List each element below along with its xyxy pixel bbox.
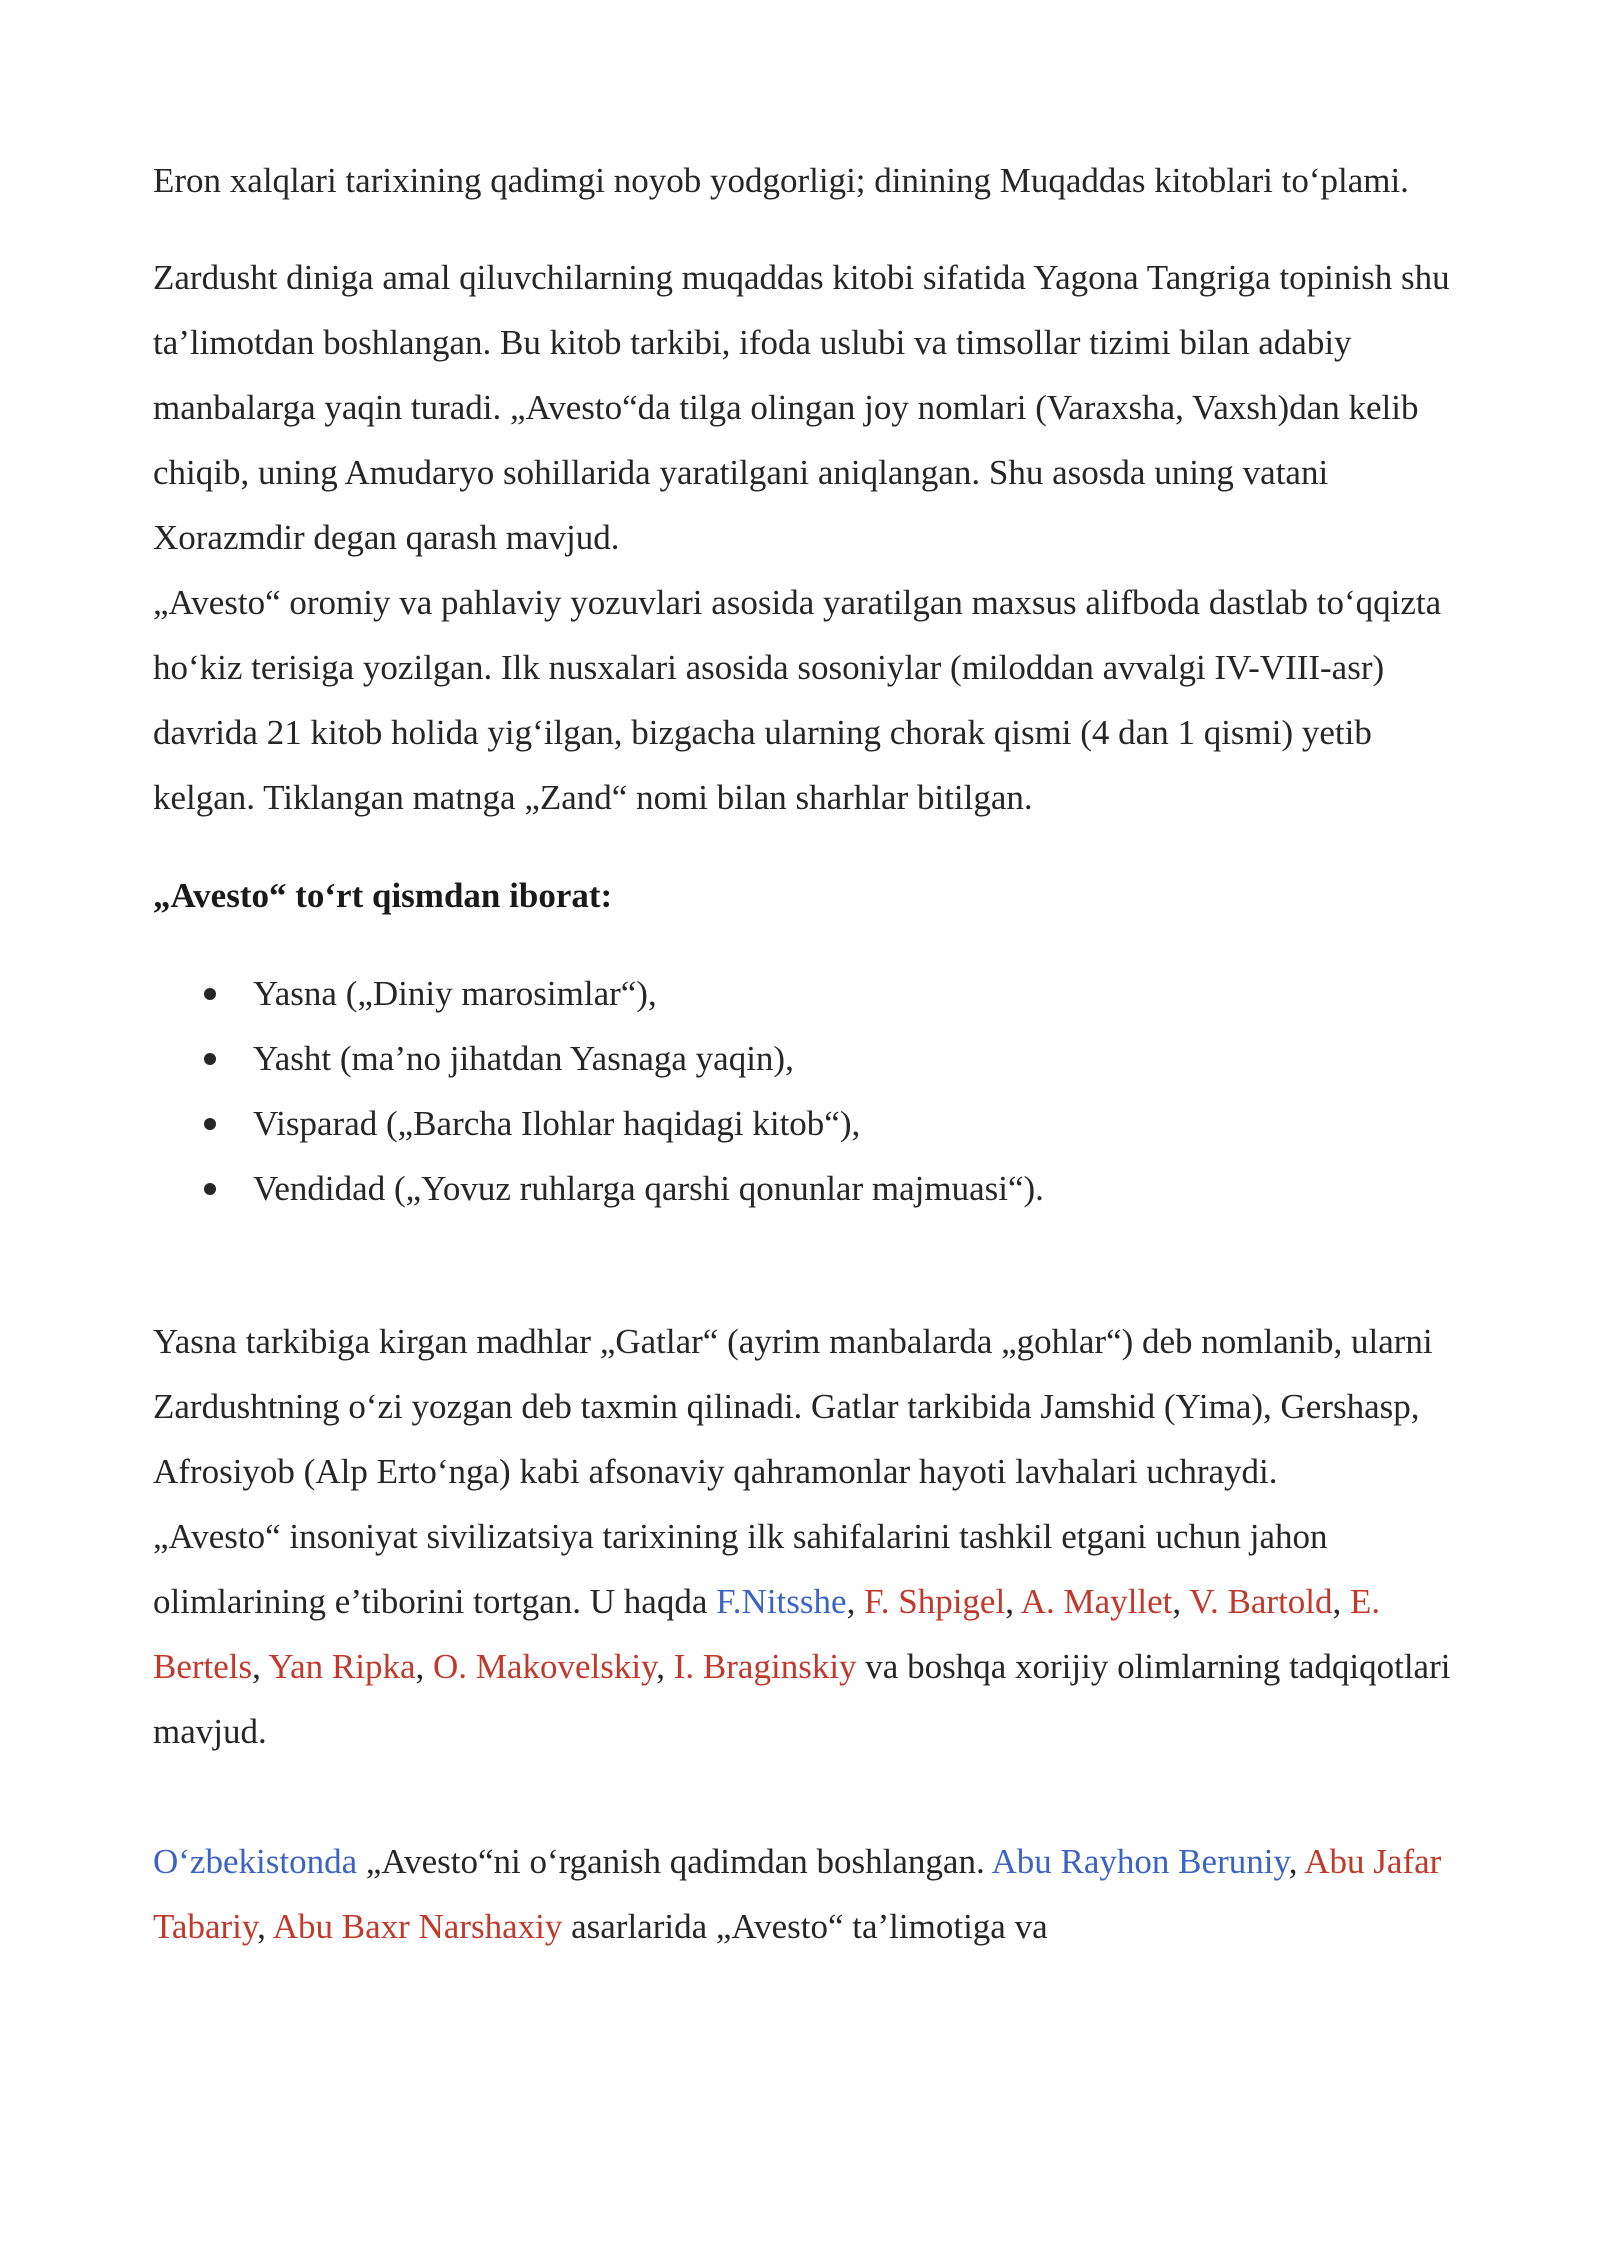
separator: , xyxy=(1288,1842,1305,1881)
uzbekistan-paragraph xyxy=(153,1829,1453,1959)
separator: , xyxy=(1332,1582,1351,1621)
intro-paragraph: Eron xalqlari tarixining qadimgi noyob yodgorligi; dinining Muqaddas kitoblari to‘plami. xyxy=(153,161,1409,200)
list-item-text: Vendidad („Yovuz ruhlarga qarshi qonunlar majmuasi“). xyxy=(253,1169,1044,1208)
link-bertels[interactable]: E. Bertels xyxy=(153,1582,1381,1686)
bullet-icon xyxy=(204,1183,216,1195)
link-narshaxiy[interactable]: Abu Baxr Narshaxiy xyxy=(272,1907,563,1946)
link-braginskiy[interactable]: I. Braginskiy xyxy=(673,1647,857,1686)
separator: , xyxy=(846,1582,865,1621)
separator: , xyxy=(257,1907,273,1946)
separator: , xyxy=(252,1647,269,1686)
uzbekistan-outro-text: asarlarida „Avesto“ ta’limotiga va xyxy=(562,1907,1048,1946)
link-beruniy[interactable]: Abu Rayhon Beruniy xyxy=(991,1842,1289,1881)
bullet-icon xyxy=(204,1053,216,1065)
separator: , xyxy=(1172,1582,1190,1621)
history-paragraph: Zardusht diniga amal qiluvchilarning muqaddas kitobi sifatida Yagona Tangriga topinish shu ta’limotdan boshlangan. Bu kitob tarkibi, ifoda uslubi va timsollar tizimi bilan adabiy manbalarga yaqin turadi. „Avesto“da tilga olingan joy nomlari (Varaxsha, Vaxsh)dan kelib chiqib, uning Amudaryo sohillarida yaratilgani aniqlangan. Shu asosda uning vatani Xorazmdir degan qarash mavjud. xyxy=(153,258,1450,557)
list-item xyxy=(253,1156,1453,1221)
scholars-intro-text: „Avesto“ insoniyat sivilizatsiya tarixining ilk sahifalarini tashkil etgani uchun jahon olimlarining e’tiborini tortgan. U haqda xyxy=(153,1517,1328,1621)
link-uzbekistan[interactable]: O‘zbekistonda xyxy=(153,1842,358,1881)
separator: , xyxy=(415,1647,434,1686)
bullet-icon xyxy=(204,988,216,1000)
link-nitsshe[interactable]: F.Nitsshe xyxy=(716,1582,847,1621)
separator: , xyxy=(1005,1582,1021,1621)
list-item xyxy=(253,1091,1453,1156)
link-shpigel[interactable]: F. Shpigel xyxy=(864,1582,1006,1621)
bullet-icon xyxy=(204,1118,216,1130)
list-item-text: Yasht (ma’no jihatdan Yasnaga yaqin), xyxy=(253,1039,794,1078)
link-makovelskiy[interactable]: O. Makovelskiy xyxy=(433,1647,657,1686)
document-page xyxy=(153,148,1453,1959)
gatlar-paragraph: Yasna tarkibiga kirgan madhlar „Gatlar“ (ayrim manbalarda „gohlar“) deb nomlanib, ularni Zardushtning o‘zi yozgan deb taxmin qilinadi. Gatlar tarkibida Jamshid (Yima), Gershasp, Afrosiyob (Alp Erto‘nga) kabi afsonaviy qahramonlar hayoti lavhalari uchraydi. xyxy=(153,1322,1433,1491)
link-bartold[interactable]: V. Bartold xyxy=(1189,1582,1333,1621)
writing-paragraph: „Avesto“ oromiy va pahlaviy yozuvlari asosida yaratilgan maxsus alifboda dastlab to‘qqizta ho‘kiz terisiga yozilgan. Ilk nusxalari asosida sosoniylar (miloddan avvalgi IV-VIII-asr) davrida 21 kitob holida yig‘ilgan, bizgacha ularning chorak qismi (4 dan 1 qismi) yetib kelgan. Tiklangan matnga „Zand“ nomi bilan sharhlar bitilgan. xyxy=(153,583,1442,817)
parts-heading: „Avesto“ to‘rt qismdan iborat: xyxy=(153,876,613,915)
separator: , xyxy=(656,1647,674,1686)
parts-list xyxy=(153,961,1453,1221)
list-item xyxy=(253,961,1453,1026)
link-ripka[interactable]: Yan Ripka xyxy=(268,1647,416,1686)
link-tabariy[interactable]: Abu Jafar Tabariy xyxy=(153,1842,1442,1946)
list-item-text: Yasna („Diniy marosimlar“), xyxy=(253,974,657,1013)
uzbekistan-text: „Avesto“ni o‘rganish qadimdan boshlangan. xyxy=(357,1842,992,1881)
link-mayllet[interactable]: A. Mayllet xyxy=(1020,1582,1173,1621)
scholars-outro-text: va boshqa xorijiy olimlarning tadqiqotlari mavjud. xyxy=(153,1647,1451,1751)
list-item-text: Visparad („Barcha Ilohlar haqidagi kitob“), xyxy=(253,1104,861,1143)
scholars-paragraph xyxy=(153,1504,1453,1764)
list-item xyxy=(253,1026,1453,1091)
